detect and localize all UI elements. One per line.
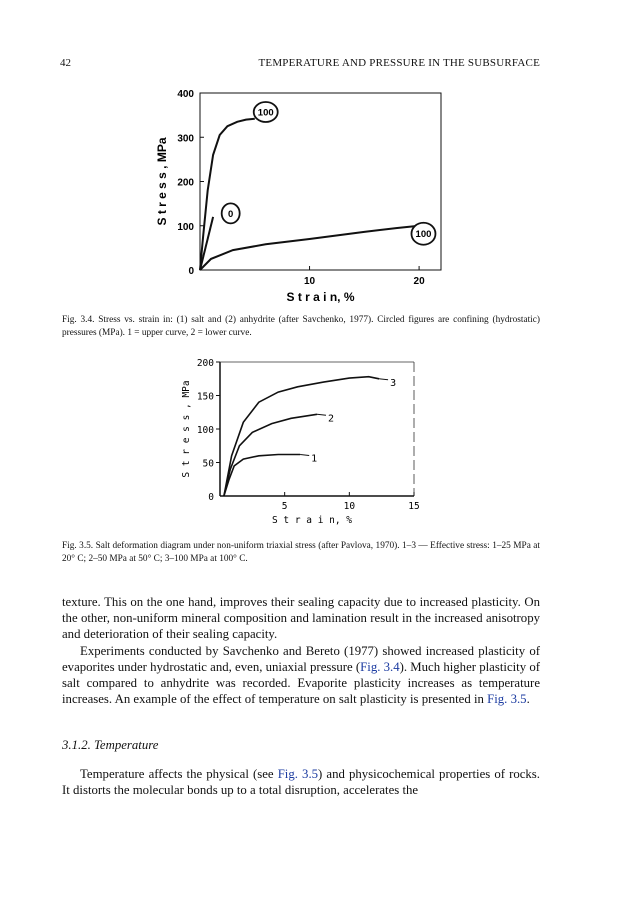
fig34-x-axis-label: S t r a i n, % — [286, 290, 355, 304]
fig35-y-tick-label: 200 — [196, 358, 214, 369]
fig34-pressure-label: 100 — [257, 107, 274, 119]
fig35-series-2-leader — [317, 414, 326, 415]
fig34-y-tick-label: 0 — [188, 266, 194, 277]
paragraph-3 — [62, 766, 540, 798]
fig34-pressure-label: 0 — [228, 208, 234, 220]
paragraph-3-text-b: ) and physicochemical properties of rocks. It distorts the molecular bonds up to a total disruption, accelerates the — [62, 767, 540, 798]
fig-3-5-link[interactable]: Fig. 3.5 — [487, 692, 527, 707]
body-text-bottom — [62, 766, 540, 798]
fig34-y-tick-label: 200 — [177, 177, 194, 189]
fig35-y-tick-label: 50 — [202, 458, 214, 470]
fig35-y-axis-label: S t r e s s , MPa — [181, 380, 192, 478]
fig-3-5-link-2[interactable]: Fig. 3.5 — [277, 767, 319, 781]
fig35-x-tick-label: 5 — [281, 501, 288, 512]
fig34-y-axis-label: S t r e s s , MPa — [155, 137, 169, 226]
fig35-y-tick-label: 150 — [196, 391, 214, 403]
fig34-pressure-label: 100 — [415, 229, 432, 241]
paragraph-2 — [62, 643, 540, 708]
fig35-series-1-line — [224, 455, 300, 497]
paragraph-3-text-a: Temperature affects the physical (see — [80, 767, 278, 781]
fig34-y-tick-label: 300 — [177, 133, 194, 145]
section-heading: 3.1.2. Temperature — [62, 738, 159, 752]
fig35-series-3-label: 3 — [390, 377, 397, 389]
fig35-y-tick-label: 100 — [196, 425, 214, 436]
page-number: 42 — [60, 57, 71, 69]
fig35-series-3-leader — [379, 379, 388, 380]
body-text-top — [62, 594, 540, 707]
fig-3-4-link[interactable]: Fig. 3.4 — [360, 659, 400, 674]
fig34-y-tick-label: 100 — [177, 221, 194, 233]
fig34-x-tick-label: 10 — [303, 276, 316, 287]
fig35-series-3-line — [224, 377, 379, 496]
paragraph-2-text-b: ). Much higher plasticity of salt compared to anhydrite was recorded. Evaporite plasticity increases as temperature increases. An example of the effect of temperature on salt plasticity is presented in — [62, 659, 540, 707]
paragraph-2-text-c: . — [526, 692, 530, 707]
fig35-y-tick-label: 0 — [208, 492, 214, 503]
fig34-y-tick-label: 400 — [177, 89, 194, 100]
paragraph-1: texture. This on the one hand, improves their sealing capacity due to increased plasticity. On the other, non-uniform mineral composition and lamination result in the increased anisotropy and deterioration of their sealing capacity. — [62, 595, 540, 642]
figure-3-5-caption: Fig. 3.5. Salt deformation diagram under non-uniform triaxial stress (after Pavlova, 1970). 1–3 — Effective stress: 1–25 MPa at 20° C; 2–50 MPa at 50° C; 3–100 MPa at 100° C. — [62, 541, 540, 564]
fig35-series-2-label: 2 — [328, 413, 335, 425]
fig35-series-1-leader — [300, 454, 309, 455]
fig35-x-tick-label: 15 — [408, 501, 420, 512]
fig34-x-tick-label: 20 — [413, 276, 425, 287]
figure-3-4-caption: Fig. 3.4. Stress vs. strain in: (1) salt and (2) anhydrite (after Savchenko, 1977). Circled figures are confining (hydrostatic) pressures (MPa). 1 = upper curve, 2 = lower curve. — [62, 315, 540, 338]
fig35-x-tick-label: 10 — [343, 501, 356, 512]
paragraph-2-text-a: Experiments conducted by Savchenko and Bereto (1977) showed increased plasticity of evaporites under hydrostatic and, even, uniaxial pressure ( — [62, 643, 540, 674]
fig35-series-1-label: 1 — [311, 453, 318, 465]
running-title: TEMPERATURE AND PRESSURE IN THE SUBSURFACE — [258, 57, 540, 69]
fig35-x-axis-label: S t r a i n, % — [271, 515, 353, 526]
